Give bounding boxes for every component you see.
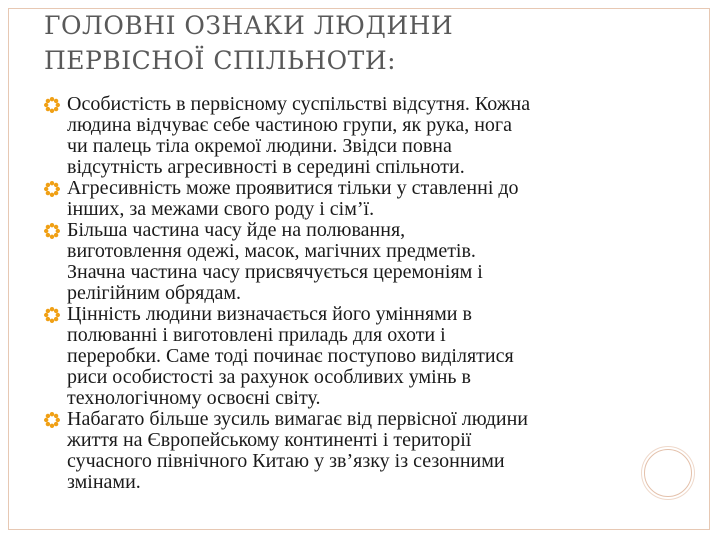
sunflower-bullet-icon xyxy=(44,307,60,323)
sunflower-bullet-icon xyxy=(44,412,60,428)
bullet-4-line-4: риси особистості за рахунок особливих умінь в xyxy=(67,366,471,388)
bullet-item-5 xyxy=(44,409,696,493)
bullet-1-line-1: Особистість в первісному суспільстві відсутня. Кожна xyxy=(67,93,531,115)
bullet-item-2 xyxy=(44,178,696,220)
bullet-2-line-1: Агресивність може проявитися тільки у ставленні до xyxy=(67,177,519,199)
bullet-5-line-4: змінами. xyxy=(67,471,141,493)
bullet-4-line-2: полюванні і виготовлені приладь для охоти і xyxy=(67,324,446,346)
bullet-2-line-2: інших, за межами свого роду і сім’ї. xyxy=(67,198,375,220)
slide-title-line-1: ГОЛОВНІ ОЗНАКИ ЛЮДИНИ xyxy=(44,11,454,40)
bullet-1-line-4: відсутність агресивності в середині спільноти. xyxy=(67,156,465,178)
bullet-4-line-5: технологічному освоєні світу. xyxy=(67,387,321,409)
bullet-4-line-3: переробки. Саме тоді починає поступово виділятися xyxy=(67,345,514,367)
bullet-item-1 xyxy=(44,94,696,178)
bullet-5-line-1: Набагато більше зусиль вимагає від первісної людини xyxy=(67,408,528,430)
bullet-5-line-2: життя на Європейському континенті і території xyxy=(67,429,472,451)
bullet-3-line-3: Значна частина часу присвячується церемоніям і xyxy=(67,261,483,283)
sunflower-bullet-icon xyxy=(44,97,60,113)
bullet-1-line-2: людина відчуває себе частиною групи, як рука, нога xyxy=(67,114,512,136)
bullet-item-3 xyxy=(44,220,696,304)
decorative-circle xyxy=(644,449,692,497)
sunflower-bullet-icon xyxy=(44,181,60,197)
bullet-1-line-3: чи палець тіла окремої людини. Звідси повна xyxy=(67,135,452,157)
bullet-item-4 xyxy=(44,304,696,409)
slide-title xyxy=(44,8,684,78)
bullet-3-line-2: виготовлення одежі, масок, магічних предметів. xyxy=(67,240,476,262)
bullet-3-line-4: релігійним обрядам. xyxy=(67,282,242,304)
slide-title-line-2: ПЕРВІСНОЇ СПІЛЬНОТИ: xyxy=(44,46,397,75)
bullet-list xyxy=(44,94,696,493)
bullet-5-line-3: сучасного північного Китаю у зв’язку із сезонними xyxy=(67,450,505,472)
bullet-3-line-1: Більша частина часу йде на полювання, xyxy=(67,219,406,241)
bullet-4-line-1: Цінність людини визначається його уміннями в xyxy=(67,303,472,325)
sunflower-bullet-icon xyxy=(44,223,60,239)
